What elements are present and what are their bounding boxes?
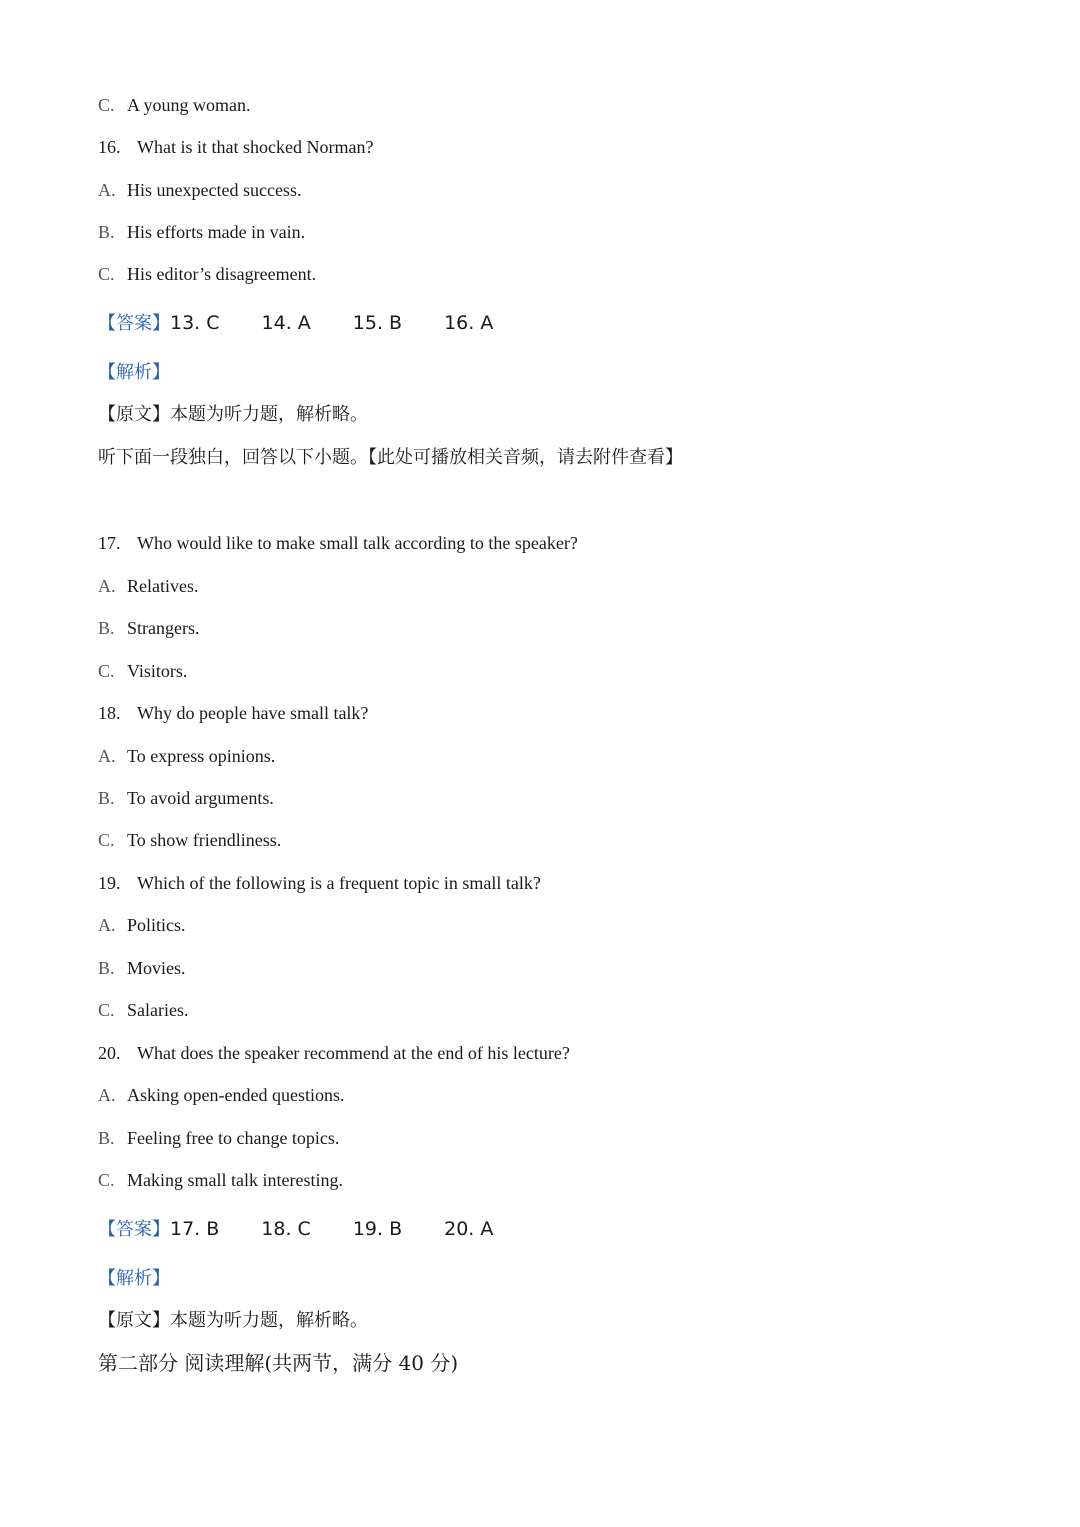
option-text: His unexpected success. [127, 180, 302, 200]
option-q20-b [98, 1126, 339, 1150]
option-q16-a [98, 178, 301, 202]
option-q19-b [98, 956, 186, 980]
question-19 [98, 871, 541, 895]
answer-label: 【答案】 [98, 1219, 170, 1240]
option-q19-a [98, 913, 186, 937]
option-text: Asking open-ended questions. [127, 1085, 345, 1105]
answer-item: 19. B [352, 1218, 403, 1240]
question-17 [98, 531, 578, 555]
option-q16-b [98, 220, 305, 244]
option-letter: B. [98, 222, 115, 242]
answer-item: 15. B [352, 312, 403, 334]
answer-item: 17. B [170, 1218, 220, 1240]
question-text: Why do people have small talk? [137, 703, 369, 723]
option-q20-a [98, 1083, 344, 1107]
option-letter: B. [98, 958, 115, 978]
option-text: Strangers. [127, 618, 200, 638]
option-text: Salaries. [127, 1000, 189, 1020]
question-number: 18. [98, 703, 121, 723]
option-letter: A. [98, 1085, 116, 1105]
original-text: 【原文】本题为听力题，解析略。 [98, 404, 368, 425]
option-q18-a [98, 744, 275, 768]
option-letter: C. [98, 1000, 115, 1020]
option-text: Movies. [127, 958, 186, 978]
option-letter: A. [98, 180, 116, 200]
question-16 [98, 135, 373, 159]
answer-label: 【答案】 [98, 313, 170, 334]
option-letter: C. [98, 95, 115, 115]
question-text: What does the speaker recommend at the end of his lecture? [137, 1043, 570, 1063]
option-text: Relatives. [127, 576, 199, 596]
question-number: 16. [98, 137, 121, 157]
option-letter: C. [98, 1170, 115, 1190]
option-text: Politics. [127, 915, 186, 935]
option-q17-a [98, 574, 198, 598]
answer-item: 18. C [261, 1218, 311, 1240]
option-letter: A. [98, 915, 116, 935]
option-letter: C. [98, 830, 115, 850]
question-text: Who would like to make small talk according to the speaker? [137, 533, 578, 553]
question-number: 17. [98, 533, 121, 553]
option-letter: B. [98, 618, 115, 638]
option-text: Making small talk interesting. [127, 1170, 343, 1190]
answer-row-17-20 [98, 1217, 493, 1242]
option-letter: B. [98, 1128, 115, 1148]
question-number: 20. [98, 1043, 121, 1063]
answer-item: 14. A [261, 312, 311, 334]
original-text: 【原文】本题为听力题，解析略。 [98, 1310, 368, 1331]
section-title: 第二部分 阅读理解(共两节，满分 40 分) [98, 1351, 459, 1375]
option-q17-c [98, 659, 187, 683]
option-q18-b [98, 786, 274, 810]
option-text: To avoid arguments. [127, 788, 274, 808]
question-text: Which of the following is a frequent topic in small talk? [137, 873, 541, 893]
option-text: His editor’s disagreement. [127, 264, 317, 284]
question-number: 19. [98, 873, 121, 893]
answer-item: 20. A [444, 1218, 494, 1240]
analysis-label: 【解析】 [98, 362, 170, 383]
option-q15-c [98, 93, 251, 117]
option-text: Feeling free to change topics. [127, 1128, 340, 1148]
option-letter: A. [98, 576, 116, 596]
option-q16-c [98, 262, 316, 286]
option-letter: C. [98, 661, 115, 681]
option-q19-c [98, 998, 188, 1022]
option-letter: B. [98, 788, 115, 808]
answer-row-13-16 [98, 311, 493, 336]
listening-instruction: 听下面一段独白，回答以下小题。【此处可播放相关音频，请去附件查看】 [98, 447, 683, 468]
answer-item: 13. C [170, 312, 220, 334]
answer-item: 16. A [444, 312, 494, 334]
option-text: His efforts made in vain. [127, 222, 306, 242]
analysis-label: 【解析】 [98, 1268, 170, 1289]
option-q20-c [98, 1168, 343, 1192]
option-letter: C. [98, 264, 115, 284]
option-text: To show friendliness. [127, 830, 282, 850]
option-q18-c [98, 828, 281, 852]
option-text: A young woman. [127, 95, 251, 115]
question-text: What is it that shocked Norman? [137, 137, 374, 157]
option-text: To express opinions. [127, 746, 276, 766]
question-18 [98, 701, 368, 725]
question-20 [98, 1041, 570, 1065]
option-q17-b [98, 616, 199, 640]
option-letter: A. [98, 746, 116, 766]
option-text: Visitors. [127, 661, 188, 681]
